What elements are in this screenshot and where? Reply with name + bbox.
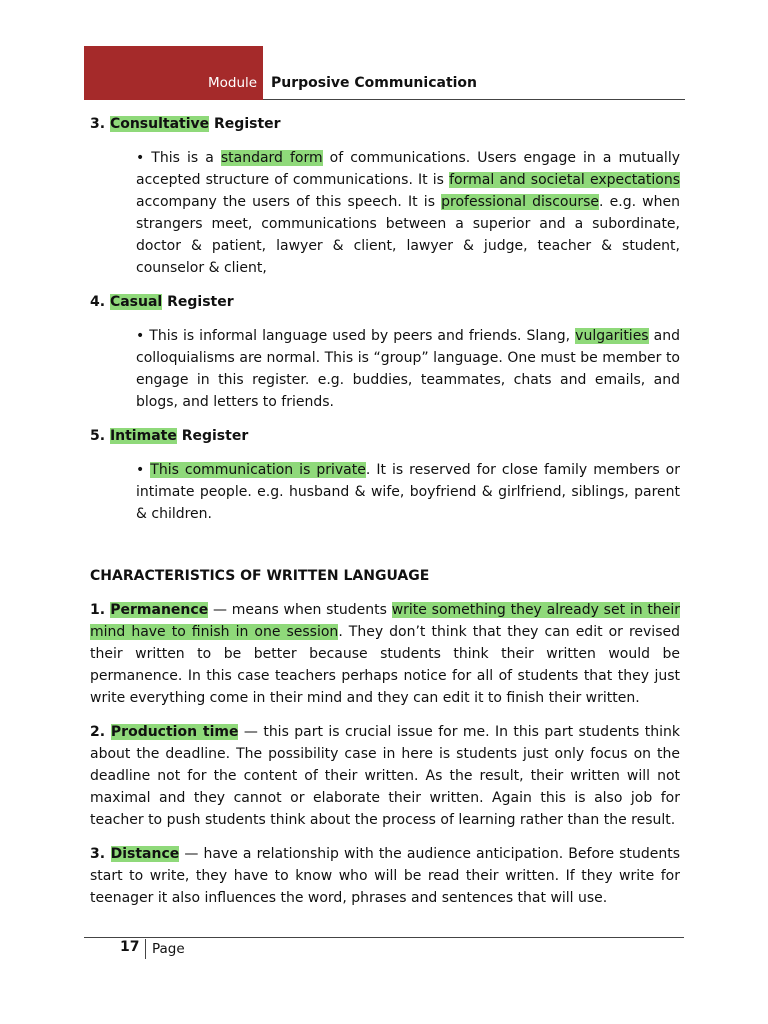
bullet-text: •	[136, 462, 151, 478]
characteristic-number: 3.	[90, 846, 111, 862]
characteristic-paragraph	[90, 721, 680, 831]
register-name: Casual	[109, 294, 163, 310]
registers-section	[90, 113, 680, 525]
characteristic-number: 2.	[90, 724, 111, 740]
characteristic-paragraph	[90, 843, 680, 909]
characteristics-title: CHARACTERISTICS OF WRITTEN LANGUAGE	[90, 568, 430, 584]
characteristic-text: — this part is crucial issue for me. In this part students think about the deadline. The possibility case in here is students just only focus on the deadline not for the content of their written. As the result, their written will not maximal and they cannot or elaborate their written. Again this is also job for teacher to push students think about the process of learning rather than the result.	[90, 724, 680, 828]
bullet-text: • This is a	[136, 150, 221, 166]
highlighted-text: This communication is private	[150, 462, 366, 478]
characteristic-text: — means when students	[208, 602, 392, 618]
register-suffix: Register	[162, 294, 234, 310]
register-number: 4.	[90, 294, 110, 310]
register-name: Intimate	[109, 428, 177, 444]
register-name: Consultative	[109, 116, 210, 132]
characteristic-text: . They don’t think that they can edit or revised their written to be better because students think their written would be permanence. In this case teachers perhaps notice for all of students that they just write everything come in their mind and they can edit it to finish their written.	[90, 624, 680, 706]
bullet-text: . It is reserved for close family members or intimate people. e.g. husband & wife, boyfriend & girlfriend, siblings, parent & children.	[136, 462, 680, 522]
characteristic-name: Production time	[110, 724, 239, 740]
bullet-text: . e.g. when strangers meet, communications between a superior and a subordinate, doctor & patient, lawyer & client, lawyer & judge, teacher & student, counselor & client,	[136, 194, 680, 276]
highlighted-text: write something they already set in their mind have to finish in one session	[90, 602, 681, 640]
page-label: Page	[152, 941, 185, 957]
highlighted-text: professional discourse	[441, 194, 600, 210]
highlighted-text: formal and societal expectations	[449, 172, 680, 188]
header-module-label: Module	[208, 75, 258, 91]
register-bullet	[136, 459, 680, 525]
register-bullet	[136, 147, 680, 279]
characteristic-number: 1.	[90, 602, 111, 618]
bullet-text: of communications. Users engage in a mutually accepted structure of communications. It is	[136, 150, 680, 188]
characteristic-name: Permanence	[110, 602, 209, 618]
register-suffix: Register	[209, 116, 281, 132]
header-title: Purposive Communication	[271, 75, 478, 91]
footer-rule	[84, 937, 684, 938]
bullet-text: • This is informal language used by peers and friends. Slang,	[136, 328, 576, 344]
register-heading	[90, 425, 680, 447]
characteristics-section	[90, 599, 680, 909]
footer-divider	[145, 939, 146, 959]
register-number: 3.	[90, 116, 110, 132]
register-number: 5.	[90, 428, 110, 444]
characteristic-name: Distance	[110, 846, 180, 862]
page-content	[90, 113, 680, 921]
register-bullet	[136, 325, 680, 413]
highlighted-text: standard form	[220, 150, 323, 166]
characteristic-paragraph	[90, 599, 680, 709]
register-suffix: Register	[176, 428, 249, 444]
header-rule	[263, 99, 685, 100]
bullet-text: accompany the users of this speech. It is	[136, 194, 442, 210]
header-accent-block	[84, 46, 263, 100]
highlighted-text: vulgarities	[575, 328, 649, 344]
register-heading	[90, 113, 680, 135]
bullet-text: and colloquialisms are normal. This is “group” language. One must be member to engage in this register. e.g. buddies, teammates, chats and emails, and blogs, and letters to friends.	[136, 328, 680, 410]
register-heading	[90, 291, 680, 313]
characteristic-text: — have a relationship with the audience anticipation. Before students start to write, they have to know who will be read their written. If they write for teenager it also influences the word, phrases and sentences that will use.	[90, 846, 680, 906]
page-number: 17	[120, 939, 140, 955]
header-divider	[263, 73, 264, 99]
